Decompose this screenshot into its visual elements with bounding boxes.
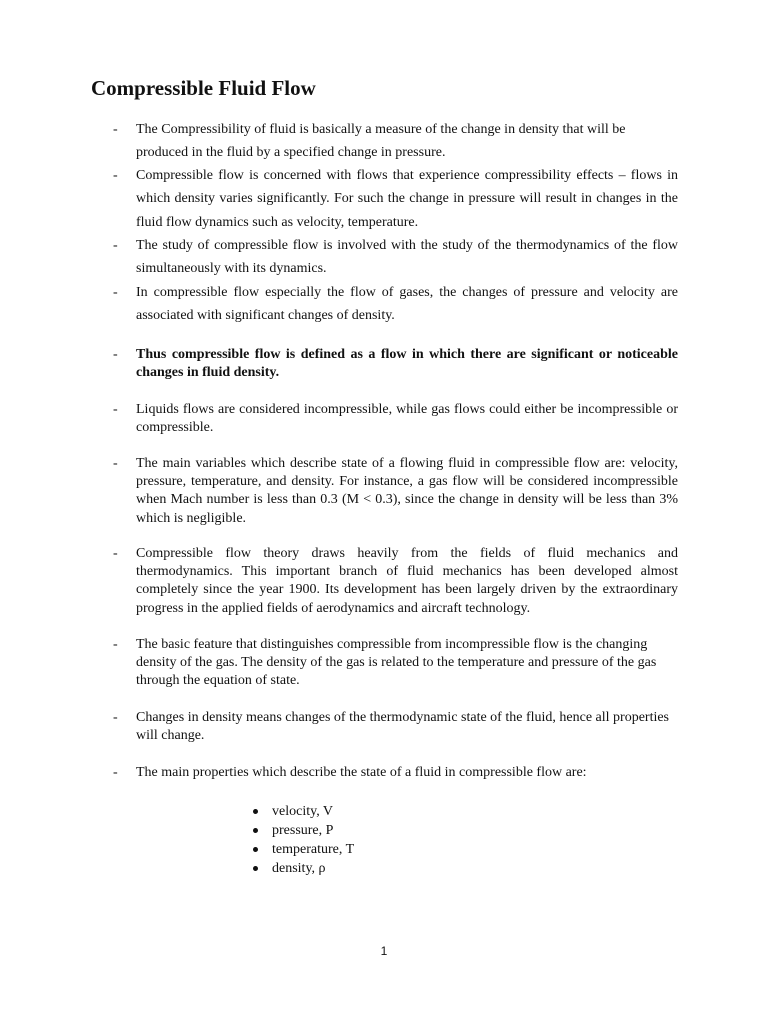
paragraph-text: Compressible flow is concerned with flows that experience compressibility effects – flows in which density varies significantly. For such the change in pressure will result in changes in the fluid flow dynamics such as velocity, temperature. [136,168,678,230]
list-item [250,840,354,859]
paragraph-main-properties [113,764,678,782]
bullet-dot-icon [253,828,258,833]
dash-marker: - [113,637,118,652]
list-item [250,859,354,878]
paragraph-text: Changes in density means changes of the thermodynamic state of the fluid, hence all properties will change. [136,710,670,744]
dash-marker: - [113,546,118,561]
bullet-dot-icon [253,847,258,852]
paragraph-gas-flow-density [113,281,678,328]
paragraph-text: The Compressibility of fluid is basically a measure of the change in density that will be produced in the fluid by a specified change in pressure. [136,122,626,161]
dash-marker: - [113,347,118,362]
paragraph-thermodynamics-study [113,234,678,281]
dash-marker: - [113,168,118,183]
list-item [250,821,354,840]
paragraph-basic-feature [113,636,678,691]
list-item [250,802,354,821]
property-label: temperature, T [272,842,355,857]
paragraph-text: Thus compressible flow is defined as a flow in which there are significant or noticeable changes in fluid density. [136,347,678,381]
paragraph-compressible-flow-concern [113,164,678,234]
bullet-dot-icon [253,809,258,814]
paragraph-text: In compressible flow especially the flow of gases, the changes of pressure and velocity are associated with significant changes of density. [136,285,678,324]
property-label: pressure, P [272,823,334,838]
paragraph-text: The basic feature that distinguishes compressible from incompressible flow is the changing density of the gas. The density of the gas is related to the temperature and pressure of the gas through the equation of state. [136,637,657,689]
page-number: 1 [380,944,388,958]
dash-marker: - [113,710,118,725]
paragraph-liquids-gases [113,401,678,437]
paragraph-density-changes [113,709,678,745]
paragraph-text: The main variables which describe state of a flowing fluid in compressible flow are: velocity, pressure, temperature, and density. For instance, a gas flow will be considered incompressible when Mach number is less than 0.3 (M < 0.3), since the change in density will be less than 3% which is negligible. [136,456,678,526]
paragraph-text: The study of compressible flow is involved with the study of the thermodynamics of the flow simultaneously with its dynamics. [136,238,678,277]
property-label: velocity, V [272,804,334,819]
paragraph-text: The main properties which describe the state of a fluid in compressible flow are: [136,765,587,780]
dash-marker: - [113,285,118,300]
dash-marker: - [113,765,118,780]
paragraph-text: Liquids flows are considered incompressible, while gas flows could either be incompressible or compressible. [136,402,678,436]
properties-list [250,802,354,878]
paragraph-text: Compressible flow theory draws heavily from the fields of fluid mechanics and thermodynamics. This important branch of fluid mechanics has been developed almost completely since the year 1900. Its development has been largely driven by the extraordinary progress in the applied fields of aerodynamics and aircraft technology. [136,546,678,616]
paragraph-flow-theory [113,545,678,618]
property-label: density, ρ [272,861,326,876]
paragraph-compressibility-definition [113,118,678,165]
paragraph-main-variables [113,455,678,528]
bullet-dot-icon [253,866,258,871]
dash-marker: - [113,238,118,253]
dash-marker: - [113,122,118,137]
dash-marker: - [113,456,118,471]
paragraph-compressible-flow-definition [113,346,678,382]
dash-marker: - [113,402,118,417]
page-title: Compressible Fluid Flow [91,76,316,100]
